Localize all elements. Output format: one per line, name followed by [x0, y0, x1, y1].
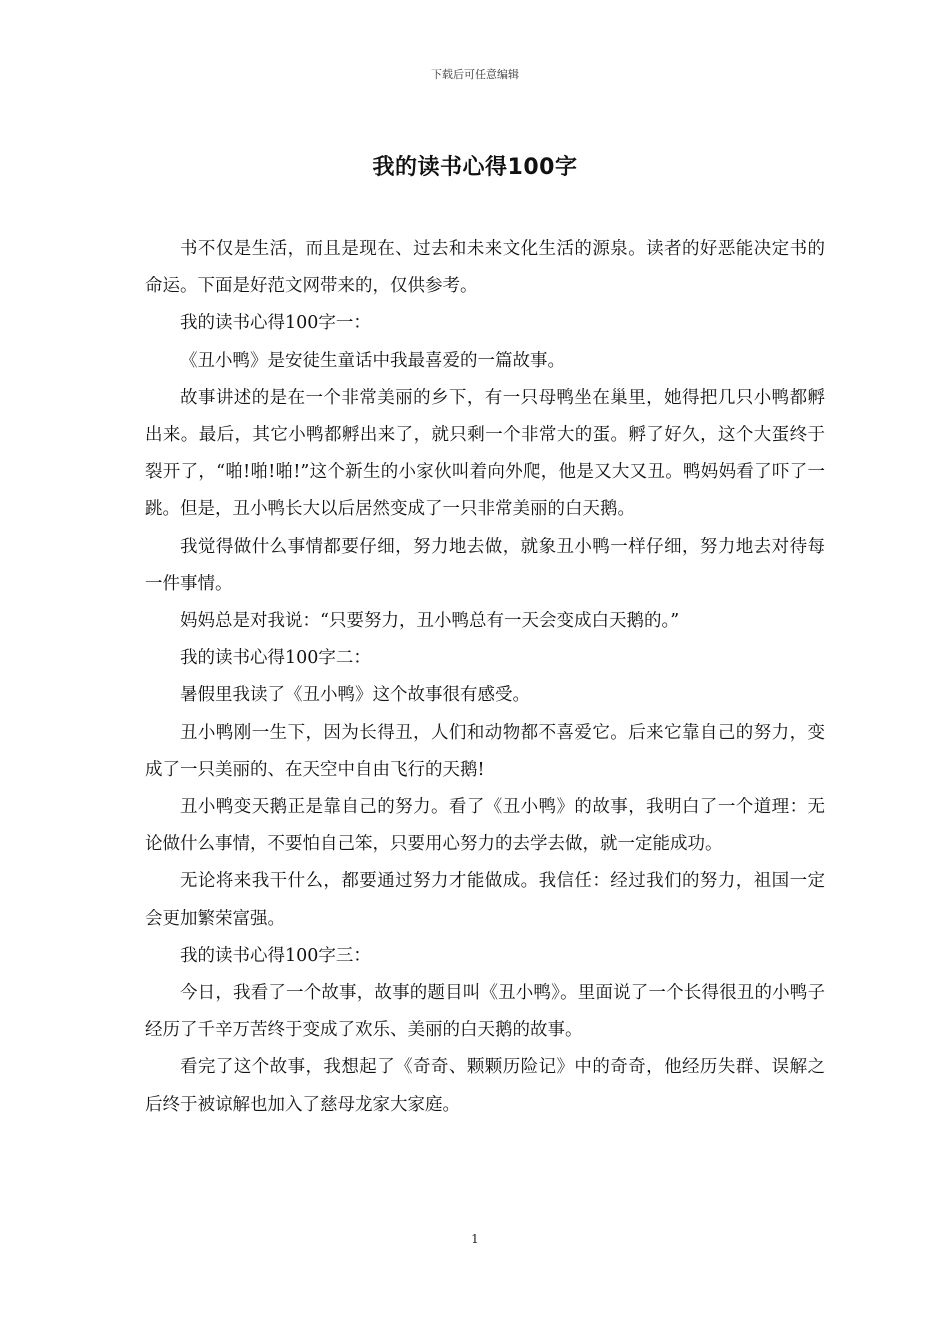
- paragraph: 丑小鸭刚一生下，因为长得丑，人们和动物都不喜爱它。后来它靠自己的努力，变成了一只美丽的、在天空中自由飞行的天鹅!: [145, 722, 825, 780]
- paragraph: 妈妈总是对我说：“只要努力，丑小鸭总有一天会变成白天鹅的。”: [180, 611, 680, 632]
- page-number: 1: [471, 1232, 479, 1246]
- document-title: 我的读书心得100字: [372, 155, 578, 180]
- paragraph: 我觉得做什么事情都要仔细，努力地去做，就象丑小鸭一样仔细，努力地去对待每一件事情。: [145, 536, 825, 594]
- paragraph: 故事讲述的是在一个非常美丽的乡下，有一只母鸭坐在巢里，她得把几只小鸭都孵出来。最后，其它小鸭都孵出来了，就只剩一个非常大的蛋。孵了好久，这个大蛋终于裂开了，“啪!啪!啪!”这个新生的小家伙叫着向外爬，他是又大又丑。鸭妈妈看了吓了一跳。但是，丑小鸭长大以后居然变成了一只非常美丽的白天鹅。: [145, 387, 825, 520]
- document-body: [145, 231, 825, 1124]
- paragraph: 看完了这个故事，我想起了《奇奇、颗颗历险记》中的奇奇，他经历失群、误解之后终于被谅解也加入了慈母龙家大家庭。: [145, 1057, 825, 1115]
- paragraph: 暑假里我读了《丑小鸭》这个故事很有感受。: [180, 685, 530, 706]
- section-heading-3: 我的读书心得100字三：: [180, 945, 371, 966]
- header-note: 下载后可任意编辑: [431, 68, 519, 81]
- section-heading-2: 我的读书心得100字二：: [180, 648, 371, 669]
- paragraph: 无论将来我干什么，都要通过努力才能做成。我信任：经过我们的努力，祖国一定会更加繁荣富强。: [145, 871, 825, 929]
- paragraph: 今日，我看了一个故事，故事的题目叫《丑小鸭》。里面说了一个长得很丑的小鸭子经历了千辛万苦终于变成了欢乐、美丽的白天鹅的故事。: [145, 983, 825, 1041]
- paragraph: 《丑小鸭》是安徒生童话中我最喜爱的一篇故事。: [180, 350, 565, 371]
- paragraph-intro: 书不仅是生活，而且是现在、过去和未来文化生活的源泉。读者的好恶能决定书的命运。下面是好范文网带来的，仅供参考。: [145, 239, 825, 297]
- section-heading-1: 我的读书心得100字一：: [180, 313, 371, 334]
- paragraph: 丑小鸭变天鹅正是靠自己的努力。看了《丑小鸭》的故事，我明白了一个道理：无论做什么事情，不要怕自己笨，只要用心努力的去学去做，就一定能成功。: [145, 797, 825, 855]
